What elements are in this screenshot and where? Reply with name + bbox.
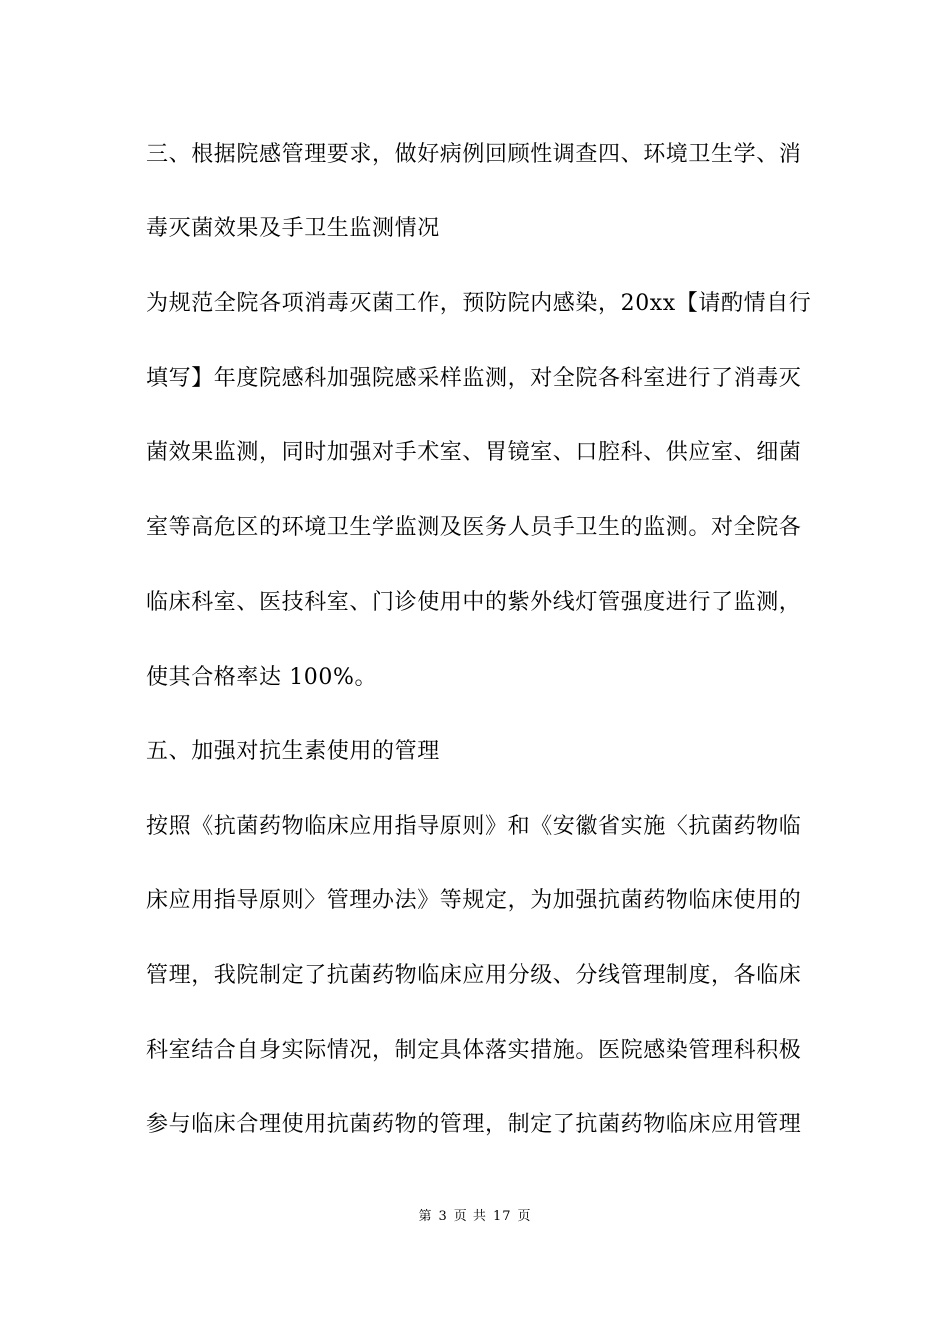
total-page-count: 17 bbox=[492, 1209, 512, 1224]
text-line: 室等高危区的环境卫生学监测及医务人员手卫生的监测。对全院各 bbox=[146, 515, 802, 540]
text-line: 科室结合自身实际情况，制定具体落实措施。医院感染管理科积极 bbox=[146, 1038, 802, 1063]
page-footer bbox=[0, 1208, 950, 1226]
footer-prefix: 第 bbox=[418, 1209, 433, 1224]
text-line: 使其合格率达 100%。 bbox=[146, 665, 378, 690]
text-line: 三、根据院感管理要求，做好病例回顾性调查四、环境卫生学、消 bbox=[146, 142, 802, 167]
footer-middle: 页 共 bbox=[453, 1209, 487, 1224]
text-line: 参与临床合理使用抗菌药物的管理，制定了抗菌药物临床应用管理 bbox=[146, 1112, 802, 1137]
text-line: 床应用指导原则〉管理办法》等规定，为加强抗菌药物临床使用的 bbox=[146, 888, 802, 913]
text-line: 填写】年度院感科加强院感采样监测，对全院各科室进行了消毒灭 bbox=[146, 366, 802, 391]
text-line: 菌效果监测，同时加强对手术室、胃镜室、口腔科、供应室、细菌 bbox=[146, 440, 802, 465]
text-line: 为规范全院各项消毒灭菌工作，预防院内感染，20xx【请酌情自行 bbox=[146, 291, 812, 316]
text-line: 毒灭菌效果及手卫生监测情况 bbox=[146, 216, 440, 241]
text-line: 管理，我院制定了抗菌药物临床应用分级、分线管理制度，各临床 bbox=[146, 963, 802, 988]
text-line: 临床科室、医技科室、门诊使用中的紫外线灯管强度进行了监测， bbox=[146, 590, 802, 615]
current-page-number: 3 bbox=[438, 1209, 448, 1224]
footer-suffix: 页 bbox=[517, 1209, 532, 1224]
text-line: 按照《抗菌药物临床应用指导原则》和《安徽省实施〈抗菌药物临 bbox=[146, 814, 802, 839]
text-line: 五、加强对抗生素使用的管理 bbox=[146, 739, 440, 764]
